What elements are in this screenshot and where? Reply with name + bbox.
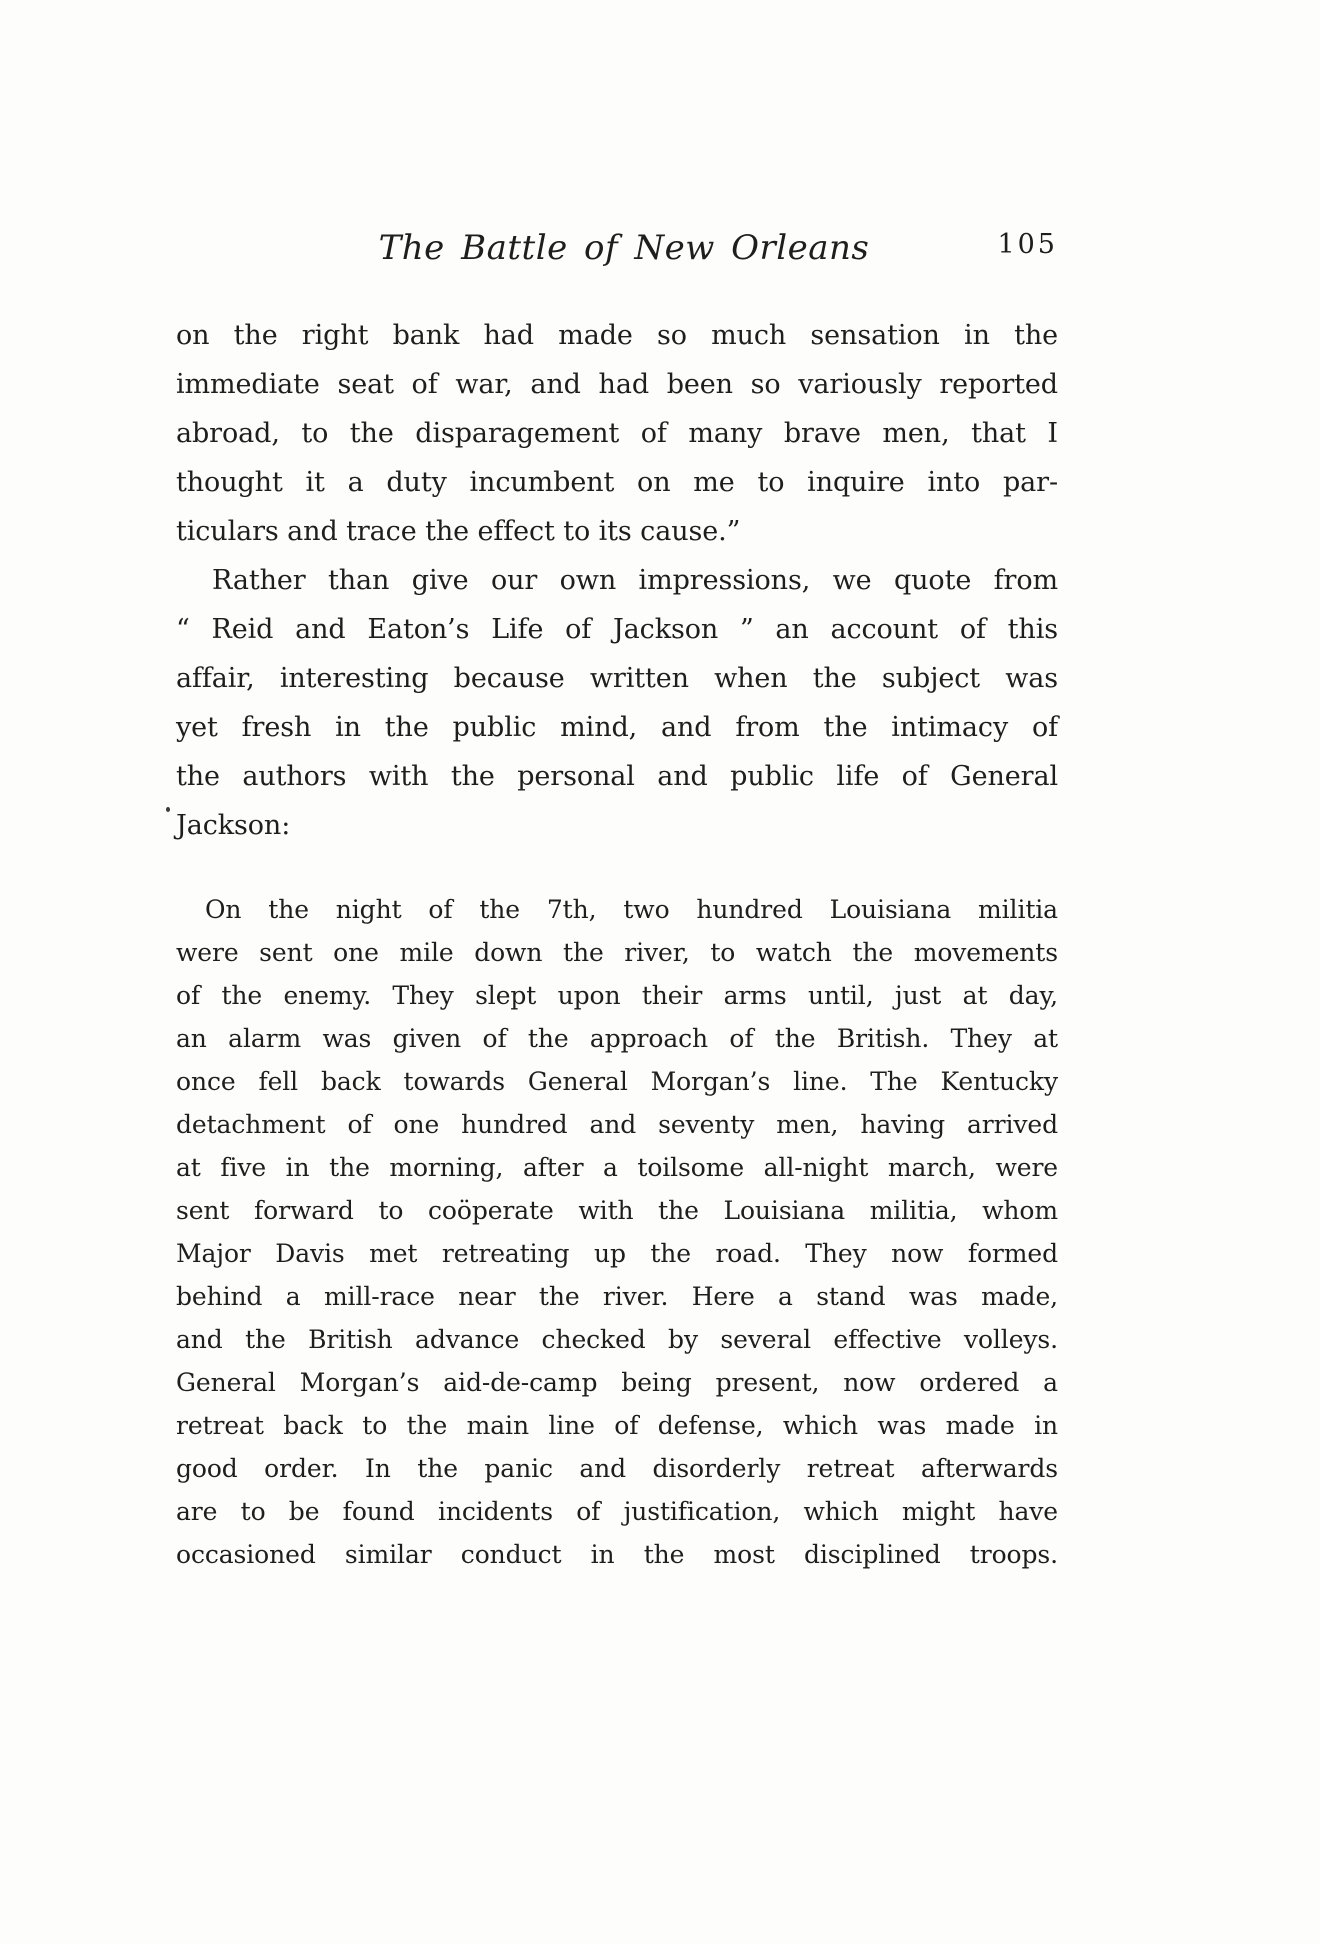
text-line: on the right bank had made so much sensation in the — [176, 320, 1058, 351]
text-line: are to be found incidents of justification, which might have — [176, 1497, 1058, 1526]
text-line: immediate seat of war, and had been so variously reported — [176, 369, 1058, 400]
text-line: Jackson: — [176, 810, 291, 841]
page-title: The Battle of New Orleans — [378, 228, 870, 268]
text-line: On the night of the 7th, two hundred Louisiana militia — [205, 895, 1058, 924]
text-line: Major Davis met retreating up the road. They now formed — [176, 1239, 1058, 1268]
page-content — [176, 228, 1058, 1576]
text-line: “ Reid and Eaton’s Life of Jackson ” an account of this — [176, 614, 1058, 645]
text-line: occasioned similar conduct in the most disciplined troops. — [176, 1540, 1058, 1569]
text-line: an alarm was given of the approach of the British. They at — [176, 1024, 1058, 1053]
block-quote-paragraph — [176, 888, 1058, 1576]
text-line: ticulars and trace the effect to its cause.” — [176, 516, 741, 547]
text-block — [176, 311, 1058, 1576]
text-line: the authors with the personal and public life of General — [176, 761, 1058, 792]
text-line: at five in the morning, after a toilsome all-night march, were — [176, 1153, 1058, 1182]
text-line: retreat back to the main line of defense, which was made in — [176, 1411, 1058, 1440]
text-line: once fell back towards General Morgan’s line. The Kentucky — [176, 1067, 1058, 1096]
running-head — [176, 228, 1058, 268]
body-paragraph — [176, 556, 1058, 850]
text-line: detachment of one hundred and seventy men, having arrived — [176, 1110, 1058, 1139]
text-line: thought it a duty incumbent on me to inquire into par- — [176, 467, 1058, 498]
scan-speck — [166, 807, 170, 812]
text-line: yet fresh in the public mind, and from the intimacy of — [176, 712, 1058, 743]
text-line: Rather than give our own impressions, we quote from — [212, 565, 1058, 596]
text-line: of the enemy. They slept upon their arms until, just at day, — [176, 981, 1058, 1010]
text-line: abroad, to the disparagement of many brave men, that I — [176, 418, 1058, 449]
text-line: and the British advance checked by several effective volleys. — [176, 1325, 1058, 1354]
text-line: General Morgan’s aid-de-camp being present, now ordered a — [176, 1368, 1058, 1397]
text-line: good order. In the panic and disorderly retreat afterwards — [176, 1454, 1058, 1483]
text-line: affair, interesting because written when the subject was — [176, 663, 1058, 694]
page-number: 105 — [997, 229, 1058, 260]
text-line: behind a mill-race near the river. Here a stand was made, — [176, 1282, 1058, 1311]
text-line: were sent one mile down the river, to watch the movements — [176, 938, 1058, 967]
body-paragraph — [176, 311, 1058, 556]
text-line: sent forward to coöperate with the Louisiana militia, whom — [176, 1196, 1058, 1225]
